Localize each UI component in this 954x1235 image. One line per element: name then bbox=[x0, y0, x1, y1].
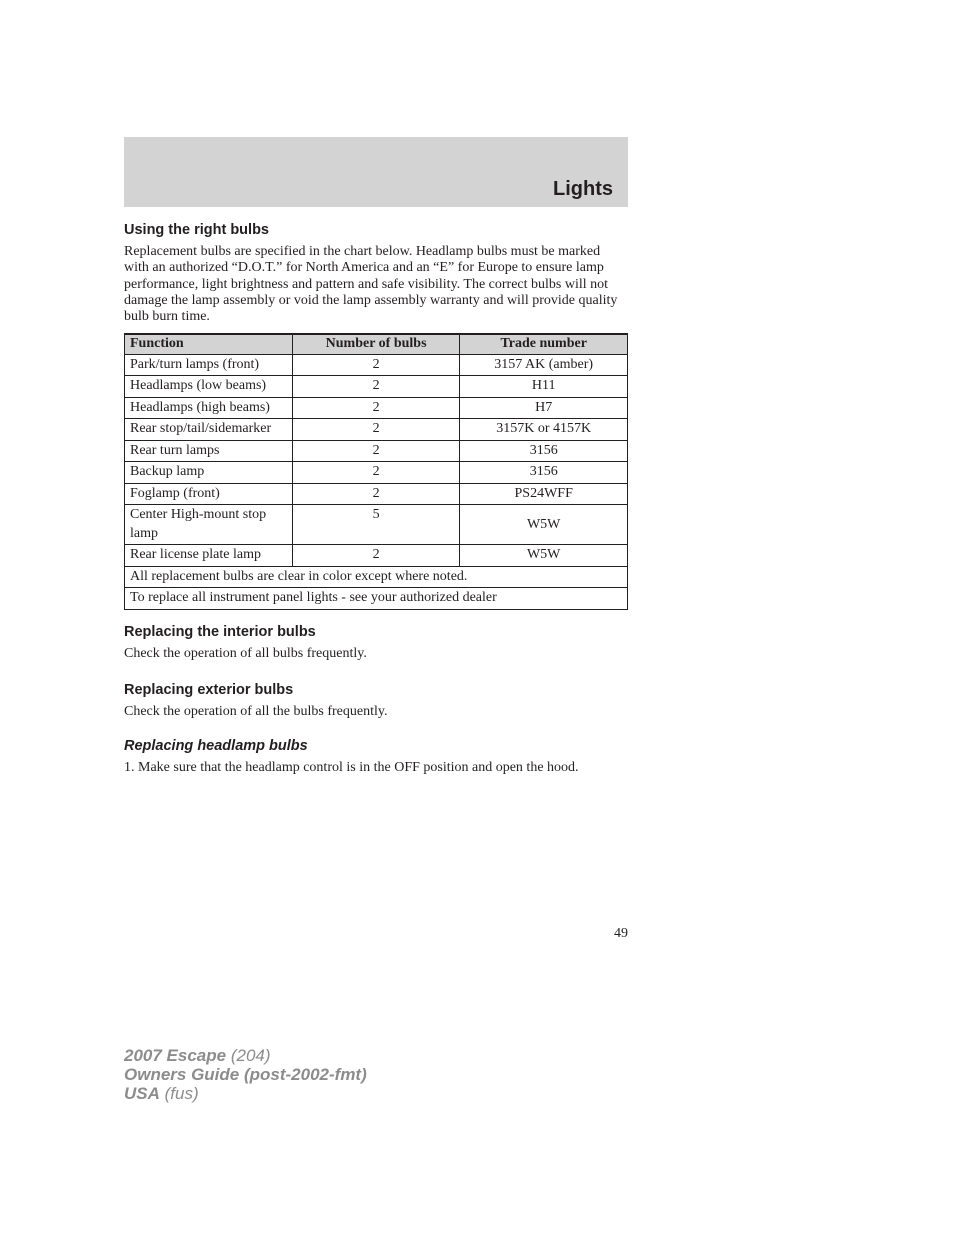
cell-count: 2 bbox=[292, 483, 460, 505]
document-footer bbox=[124, 1046, 367, 1103]
cell-function: Rear stop/tail/sidemarker bbox=[125, 419, 293, 441]
footer-market-code: (fus) bbox=[164, 1084, 199, 1103]
cell-function: Rear turn lamps bbox=[125, 440, 293, 462]
column-header-number: Number of bulbs bbox=[292, 334, 460, 354]
section-paragraph-exterior-bulbs: Check the operation of all the bulbs frequently. bbox=[124, 704, 388, 720]
cell-count: 2 bbox=[292, 545, 460, 567]
chapter-title: Lights bbox=[553, 178, 613, 200]
table-row bbox=[125, 397, 628, 419]
cell-function: Park/turn lamps (front) bbox=[125, 354, 293, 376]
cell-function: Backup lamp bbox=[125, 462, 293, 484]
cell-count: 2 bbox=[292, 419, 460, 441]
table-row bbox=[125, 545, 628, 567]
footer-market: USA bbox=[124, 1084, 160, 1103]
table-row bbox=[125, 462, 628, 484]
table-row bbox=[125, 483, 628, 505]
page-number: 49 bbox=[614, 926, 628, 941]
cell-trade: PS24WFF bbox=[460, 483, 628, 505]
footer-line-3 bbox=[124, 1084, 367, 1103]
section-heading-exterior-bulbs: Replacing exterior bulbs bbox=[124, 682, 294, 699]
cell-trade: 3157 AK (amber) bbox=[460, 354, 628, 376]
footer-guide: Owners Guide (post-2002-fmt) bbox=[124, 1065, 367, 1084]
footer-model: 2007 Escape bbox=[124, 1046, 227, 1065]
section-heading-right-bulbs: Using the right bulbs bbox=[124, 222, 269, 238]
cell-function: Headlamps (high beams) bbox=[125, 397, 293, 419]
cell-count: 2 bbox=[292, 462, 460, 484]
table-header-row bbox=[125, 334, 628, 354]
footer-model-code: (204) bbox=[230, 1046, 271, 1065]
cell-count: 2 bbox=[292, 376, 460, 398]
cell-trade: H7 bbox=[460, 397, 628, 419]
table-row bbox=[125, 440, 628, 462]
section-paragraph-headlamp-bulbs: 1. Make sure that the headlamp control is in the OFF position and open the hood. bbox=[124, 759, 579, 775]
cell-trade: W5W bbox=[460, 505, 628, 545]
section-paragraph-right-bulbs: Replacement bulbs are specified in the chart below. Headlamp bulbs must be marked with an authorized “D.O.T.” for North America and an “E” for Europe to ensure lamp performance, light brightness and pattern and safe visibility. The correct bulbs will not damage the lamp assembly or void the lamp assembly warranty and will provide quality bulb burn time. bbox=[124, 244, 618, 325]
bulb-table bbox=[124, 333, 628, 610]
table-row bbox=[125, 419, 628, 441]
table-note: To replace all instrument panel lights - see your authorized dealer bbox=[125, 588, 628, 610]
section-heading-headlamp-bulbs: Replacing headlamp bulbs bbox=[124, 737, 308, 754]
chapter-header-band bbox=[124, 137, 628, 207]
cell-trade: 3156 bbox=[460, 462, 628, 484]
table-note-row bbox=[125, 566, 628, 588]
page-content bbox=[124, 220, 628, 776]
table-row bbox=[125, 354, 628, 376]
column-header-function: Function bbox=[125, 334, 293, 354]
section-heading-interior-bulbs: Replacing the interior bulbs bbox=[124, 623, 316, 640]
cell-trade: H11 bbox=[460, 376, 628, 398]
cell-count: 2 bbox=[292, 354, 460, 376]
table-row bbox=[125, 376, 628, 398]
cell-trade: W5W bbox=[460, 545, 628, 567]
cell-function: Center High-mount stop lamp bbox=[125, 505, 293, 545]
footer-line-1 bbox=[124, 1046, 367, 1065]
cell-trade: 3156 bbox=[460, 440, 628, 462]
cell-function: Rear license plate lamp bbox=[125, 545, 293, 567]
cell-function: Foglamp (front) bbox=[125, 483, 293, 505]
cell-count: 2 bbox=[292, 440, 460, 462]
section-paragraph-interior-bulbs: Check the operation of all bulbs frequently. bbox=[124, 645, 367, 661]
cell-function: Headlamps (low beams) bbox=[125, 376, 293, 398]
footer-line-2 bbox=[124, 1065, 367, 1084]
cell-trade: 3157K or 4157K bbox=[460, 419, 628, 441]
cell-count: 2 bbox=[292, 397, 460, 419]
column-header-trade: Trade number bbox=[460, 334, 628, 354]
table-note-row bbox=[125, 588, 628, 610]
cell-count: 5 bbox=[292, 505, 460, 545]
table-note: All replacement bulbs are clear in color except where noted. bbox=[125, 566, 628, 588]
table-row bbox=[125, 505, 628, 545]
